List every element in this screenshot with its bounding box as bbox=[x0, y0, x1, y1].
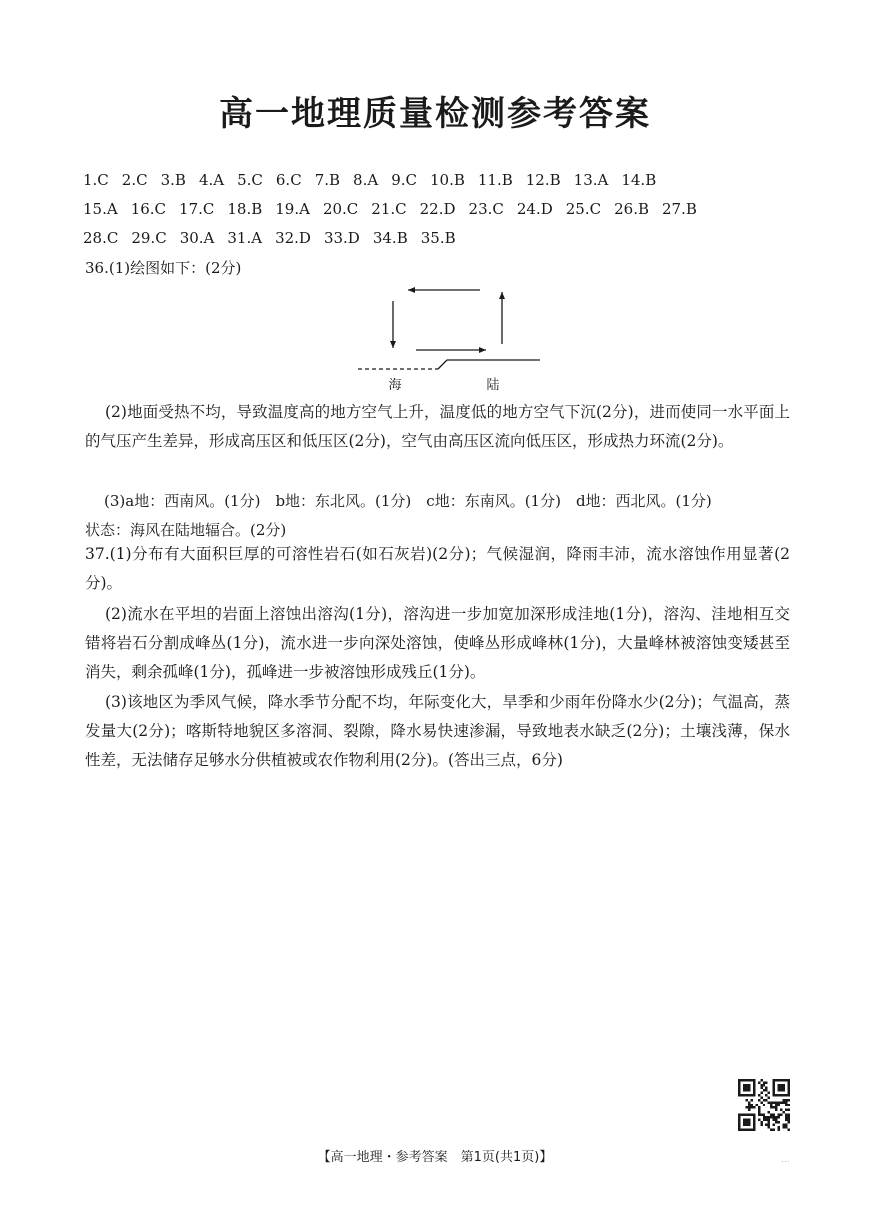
answer-item: 21.C bbox=[371, 200, 407, 218]
answer-row bbox=[83, 197, 803, 226]
qr-code-icon bbox=[738, 1079, 790, 1131]
q37-part1: 37.(1)分布有大面积巨厚的可溶性岩石(如石灰岩)(2分)；气候湿润，降雨丰沛，流水溶蚀作用显著(2分)。 bbox=[85, 545, 790, 592]
answer-item: 12.B bbox=[525, 171, 561, 189]
answer-item: 29.C bbox=[131, 229, 167, 247]
answer-item: 22.D bbox=[419, 200, 456, 218]
answer-item: 26.B bbox=[614, 200, 649, 218]
answer-item: 5.C bbox=[237, 171, 263, 189]
answer-item: 30.A bbox=[179, 229, 215, 247]
answer-row bbox=[83, 168, 803, 197]
answer-item: 31.A bbox=[227, 229, 263, 247]
answer-item: 14.B bbox=[621, 171, 657, 189]
page-title: 高一地理质量检测参考答案 bbox=[219, 94, 651, 134]
answer-item: 32.D bbox=[275, 229, 311, 247]
q36-part3: (3)a地：西南风。(1分) b地：东北风。(1分) c地：东南风。(1分) d地：西北风。(1分) bbox=[104, 492, 712, 510]
answer-item: 13.A bbox=[573, 171, 609, 189]
answer-item: 17.C bbox=[179, 200, 215, 218]
land-surface-line bbox=[438, 360, 540, 369]
answer-item: 23.C bbox=[468, 200, 504, 218]
q36-part2: (2)地面受热不均，导致温度高的地方空气上升，温度低的地方空气下沉(2分)，进而使同一水平面上的气压产生差异，形成高压区和低压区(2分)，空气由高压区流向低压区，形成热力环流(2分)。 bbox=[85, 403, 790, 450]
answer-item: 33.D bbox=[323, 229, 360, 247]
answer-item: 8.A bbox=[353, 171, 379, 189]
sea-label: 海 bbox=[388, 378, 402, 393]
q36-part3-state: 状态：海风在陆地辐合。(2分) bbox=[85, 521, 287, 539]
answer-item: 35.B bbox=[420, 229, 456, 247]
q36-header: 36.(1)绘图如下：(2分) bbox=[85, 259, 242, 277]
answer-item: 1.C bbox=[83, 171, 109, 189]
answer-key bbox=[83, 168, 803, 255]
answer-item: 9.C bbox=[391, 171, 417, 189]
answer-item: 2.C bbox=[121, 171, 148, 189]
answer-item: 34.B bbox=[372, 229, 408, 247]
answer-item: 24.D bbox=[516, 200, 553, 218]
answer-item: 6.C bbox=[275, 171, 302, 189]
answer-item: 10.B bbox=[429, 171, 465, 189]
answer-row bbox=[83, 226, 803, 255]
answer-item: 28.C bbox=[83, 229, 119, 247]
answer-item: 16.C bbox=[130, 200, 167, 218]
thermal-circulation-diagram bbox=[350, 282, 550, 394]
q37-part2: (2)流水在平坦的岩面上溶蚀出溶沟(1分)，溶沟进一步加宽加深形成洼地(1分)，溶沟、洼地相互交错将岩石分割成峰丛(1分)，流水进一步向深处溶蚀，使峰丛形成峰林(1分)，大量峰林被溶蚀变矮甚至消失，剩余孤峰(1分)，孤峰进一步被溶蚀形成残丘(1分)。 bbox=[85, 605, 790, 681]
answer-item: 15.A bbox=[83, 200, 118, 218]
answer-item: 7.B bbox=[314, 171, 341, 189]
answer-item: 3.B bbox=[160, 171, 186, 189]
answer-item: 18.B bbox=[227, 200, 263, 218]
answer-item: 25.C bbox=[565, 200, 602, 218]
answer-item: 19.A bbox=[275, 200, 310, 218]
answer-item: 4.A bbox=[198, 171, 225, 189]
answer-item: 11.B bbox=[477, 171, 513, 189]
land-label: 陆 bbox=[486, 378, 500, 393]
q37-part3: (3)该地区为季风气候，降水季节分配不均，年际变化大，旱季和少雨年份降水少(2分)；气温高，蒸发量大(2分)；喀斯特地貌区多溶洞、裂隙，降水易快速渗漏，导致地表水缺乏(2分)；土壤浅薄，保水性差，无法储存足够水分供植被或农作物利用(2分)。(答出三点，6分) bbox=[85, 693, 790, 769]
answer-item: 20.C bbox=[322, 200, 359, 218]
answer-item: 27.B bbox=[662, 200, 697, 218]
page-footer: 【高一地理・参考答案 第1页(共1页)】 bbox=[317, 1150, 553, 1165]
corner-mark: ... bbox=[781, 1155, 790, 1165]
